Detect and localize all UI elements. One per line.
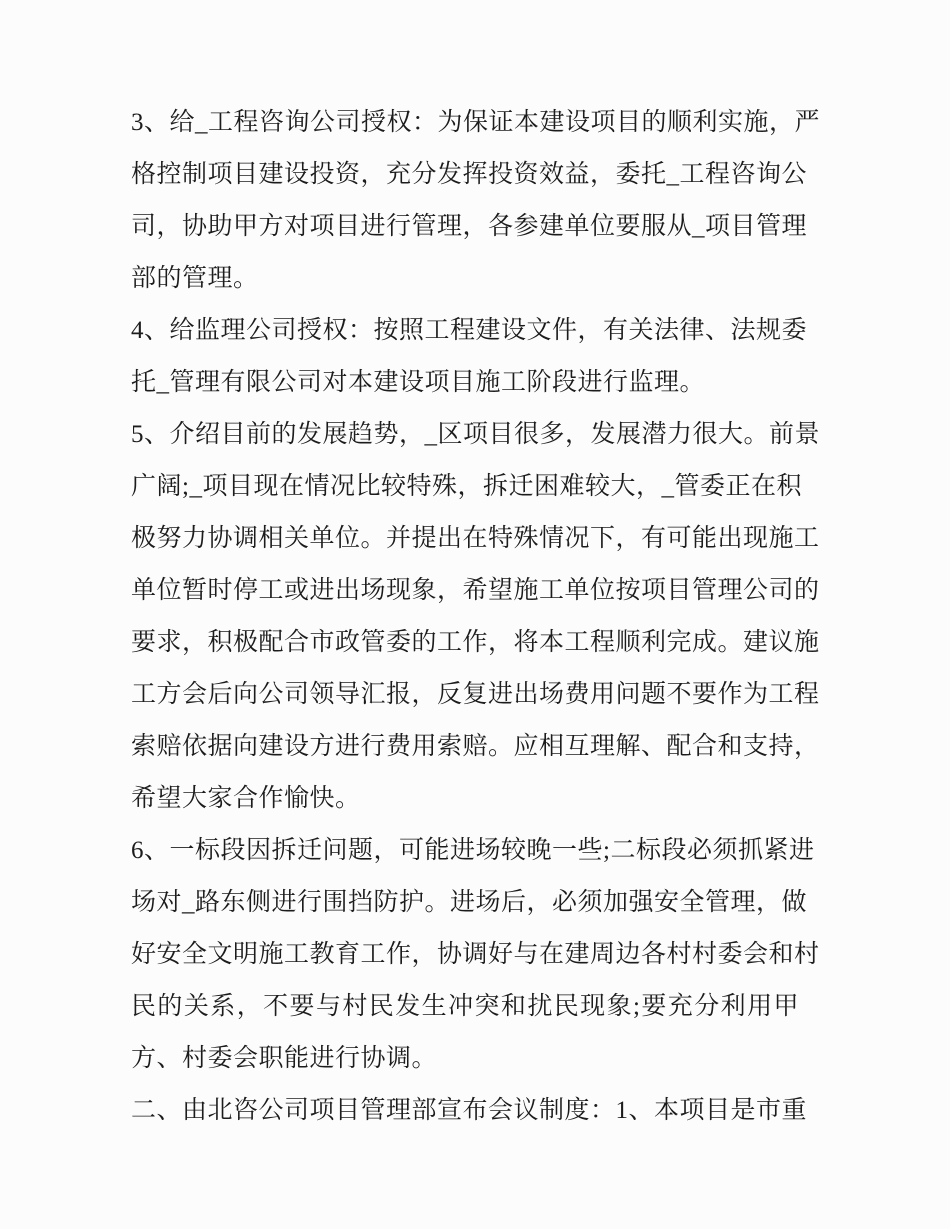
text-line: 司，协助甲方对项目进行管理，各参建单位要服从_项目管理 — [131, 213, 808, 240]
text-line: 二、由北咨公司项目管理部宣布会议制度：1、本项目是市重 — [131, 1097, 808, 1124]
text-line: 广阔;_项目现在情况比较特殊，拆迁困难较大，_管委正在积 — [131, 473, 802, 500]
text-line: 要求，积极配合市政管委的工作，将本工程顺利完成。建议施 — [131, 629, 820, 656]
text-line: 3、给_工程咨询公司授权：为保证本建设项目的顺利实施，严 — [131, 109, 821, 136]
text-line: 格控制项目建设投资，充分发挥投资效益，委托_工程咨询公 — [131, 161, 808, 188]
paragraph-item-3 — [131, 97, 821, 305]
text-line: 部的管理。 — [131, 265, 259, 292]
text-line: 好安全文明施工教育工作，协调好与在建周边各村村委会和村 — [131, 941, 820, 968]
text-line: 希望大家合作愉快。 — [131, 785, 361, 812]
paragraph-item-6 — [131, 825, 820, 1085]
document-text-body — [131, 97, 821, 1137]
text-line: 单位暂时停工或进出场现象，希望施工单位按项目管理公司的 — [131, 577, 820, 604]
text-line: 6、一标段因拆迁问题，可能进场较晚一些;二标段必须抓紧进 — [131, 837, 815, 864]
paragraph-item-4 — [131, 305, 808, 409]
paragraph-item-5 — [131, 409, 821, 825]
paragraph-section-2 — [131, 1085, 808, 1137]
text-line: 工方会后向公司领导汇报，反复进出场费用问题不要作为工程 — [131, 681, 820, 708]
text-line: 5、介绍目前的发展趋势，_区项目很多，发展潜力很大。前景 — [131, 421, 821, 448]
text-line: 托_管理有限公司对本建设项目施工阶段进行监理。 — [131, 369, 706, 396]
text-line: 极努力协调相关单位。并提出在特殊情况下，有可能出现施工 — [131, 525, 820, 552]
text-line: 场对_路东侧进行围挡防护。进场后，必须加强安全管理，做 — [131, 889, 808, 916]
text-line: 方、村委会职能进行协调。 — [131, 1045, 438, 1072]
text-line: 民的关系，不要与村民发生冲突和扰民现象;要充分利用甲 — [131, 993, 799, 1020]
text-line: 索赔依据向建设方进行费用索赔。应相互理解、配合和支持， — [131, 733, 820, 760]
text-line: 4、给监理公司授权：按照工程建设文件，有关法律、法规委 — [131, 317, 808, 344]
